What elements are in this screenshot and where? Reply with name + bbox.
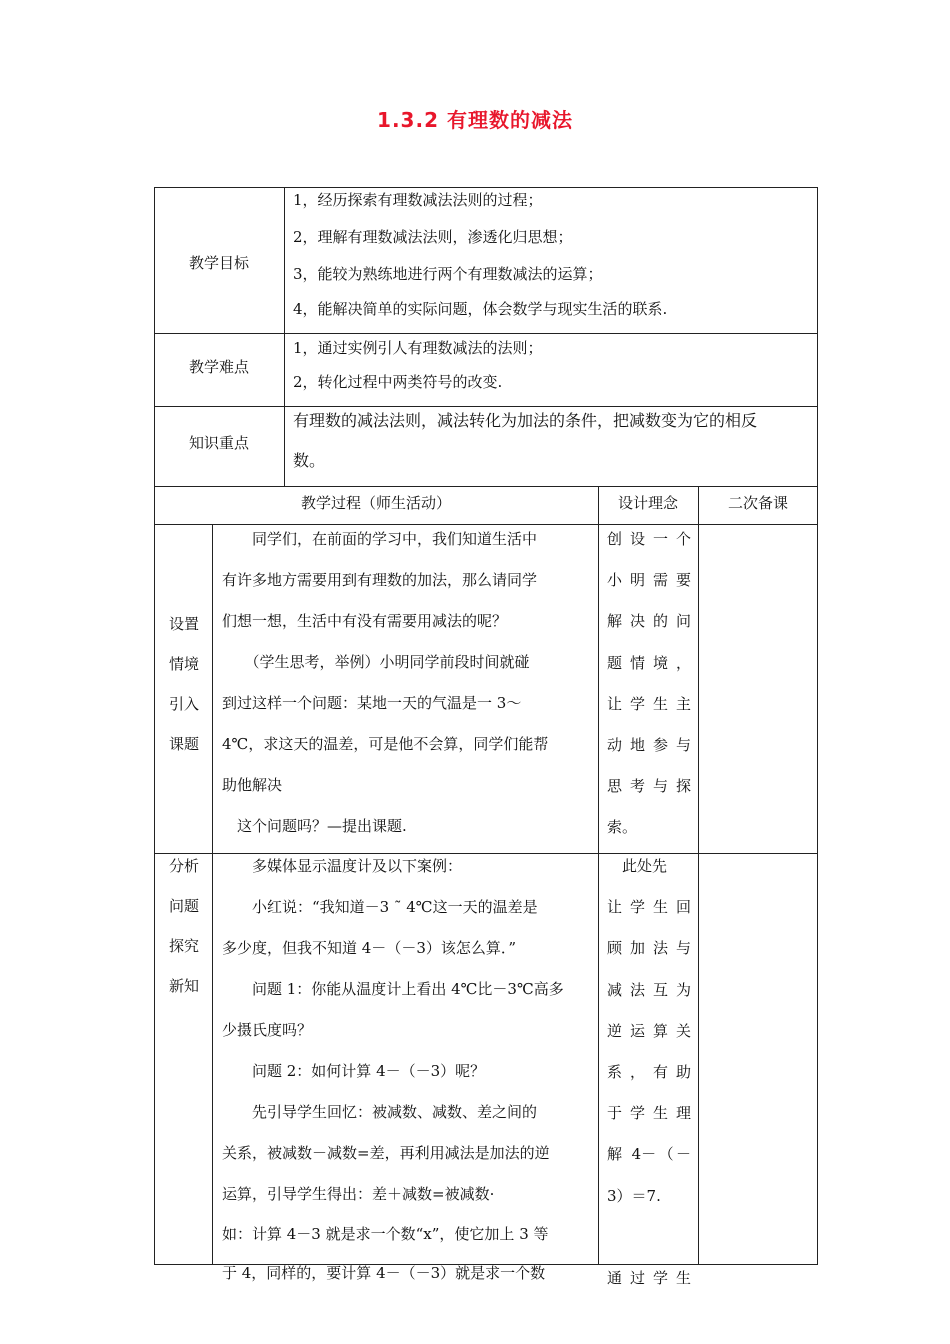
- section1-content: [222, 519, 548, 847]
- content-line: 于 4，同样的，要计算 4－（－3）就是求一个数: [222, 1264, 546, 1282]
- design-line: 3）＝7.: [607, 1186, 661, 1205]
- goal-item: 4，能解决简单的实际问题，体会数学与现实生活的联系.: [293, 300, 668, 318]
- content-line: 运算，引导学生得出：差＋减数=被减数·: [222, 1185, 495, 1203]
- column-divider: [698, 486, 699, 1265]
- section1-label-line: 设置: [168, 615, 199, 633]
- difficulty-item: 1，通过实例引人有理数减法的法则；: [293, 339, 543, 357]
- design-line: 顾加法与: [607, 939, 691, 958]
- difficulty-label: 教学难点: [188, 358, 249, 376]
- content-line: 这个问题吗？—提出课题.: [222, 817, 407, 835]
- row-divider: [154, 406, 818, 407]
- content-line: 助他解决: [222, 776, 283, 794]
- design-line: 系，有助: [607, 1062, 691, 1081]
- row-divider: [154, 486, 818, 487]
- goals-label: 教学目标: [188, 254, 249, 272]
- goal-item: 2，理解有理数减法法则，渗透化归思想；: [293, 228, 573, 246]
- content-line: 同学们，在前面的学习中，我们知道生活中: [222, 530, 538, 548]
- section1-design: [607, 519, 691, 849]
- section2-label-line: 探究: [168, 937, 199, 955]
- content-line: 有许多地方需要用到有理数的加法，那么请同学: [222, 571, 538, 589]
- design-line: 通过学生: [607, 1268, 691, 1287]
- content-line: 们想一想，生活中有没有需要用减法的呢？: [222, 612, 508, 630]
- design-line: 逆运算关: [607, 1021, 691, 1040]
- design-line: 此处先: [607, 857, 668, 875]
- content-line: 4℃，求这天的温差，可是他不会算，同学们能帮: [222, 735, 549, 753]
- header-design: 设计理念: [617, 494, 678, 512]
- design-line: 思考与探: [607, 777, 691, 796]
- content-line: 到过这样一个问题：某地一天的气温是一 3～: [222, 694, 522, 712]
- section1-label: [164, 604, 204, 764]
- content-line: 问题 2：如何计算 4－（－3）呢？: [222, 1062, 486, 1080]
- header-notes: 二次备课: [727, 494, 788, 512]
- design-line: 创设一个: [607, 530, 691, 548]
- section2-label-line: 新知: [168, 977, 199, 995]
- key-points-line: 数。: [293, 451, 326, 470]
- section2-label: [164, 846, 204, 1006]
- document-title: 1.3.2 有理数的减法: [377, 108, 573, 132]
- content-line: 先引导学生回忆：被减数、减数、差之间的: [222, 1103, 538, 1121]
- difficulty-item: 2，转化过程中两类符号的改变.: [293, 373, 503, 391]
- content-line: （学生思考，举例）小明同学前段时间就碰: [222, 653, 530, 671]
- design-line: 解决的问: [607, 612, 691, 631]
- section2-label-line: 问题: [168, 897, 199, 915]
- section2-design: [607, 846, 691, 1299]
- column-divider: [284, 187, 285, 486]
- content-line: 多少度，但我不知道 4－（－3）该怎么算．”: [222, 939, 517, 957]
- section1-label-line: 课题: [168, 735, 199, 753]
- goal-item: 1，经历探索有理数减法法则的过程；: [293, 191, 543, 209]
- section2-content: [222, 846, 564, 1294]
- design-line: 解 4－（－: [607, 1145, 691, 1164]
- column-divider: [598, 486, 599, 1265]
- section2-label-line: 分析: [168, 857, 199, 875]
- row-divider: [154, 333, 818, 334]
- content-line: 如：计算 4－3 就是求一个数“x”，使它加上 3 等: [222, 1225, 549, 1243]
- column-divider: [212, 524, 213, 1265]
- header-process: 教学过程（师生活动）: [300, 494, 451, 512]
- design-line: [607, 1217, 691, 1258]
- content-line: 小红说：“我知道－3 ˜ 4℃这一天的温差是: [222, 898, 538, 916]
- section1-label-line: 引入: [168, 695, 199, 713]
- content-line: 问题 1：你能从温度计上看出 4℃比－3℃高多: [222, 980, 564, 998]
- design-line: 于学生理: [607, 1104, 691, 1123]
- design-line: 索。: [607, 818, 638, 837]
- design-line: 小明需要: [607, 571, 691, 590]
- key-points-label: 知识重点: [188, 434, 249, 452]
- goal-item: 3，能较为熟练地进行两个有理数减法的运算；: [293, 265, 603, 283]
- design-line: 让学生主: [607, 694, 691, 713]
- key-points-line: 有理数的减法法则，减法转化为加法的条件，把减数变为它的相反: [293, 411, 758, 430]
- section1-label-line: 情境: [168, 655, 199, 673]
- content-line: 关系，被减数－减数=差，再利用减法是加法的逆: [222, 1144, 550, 1162]
- design-line: 让学生回: [607, 898, 691, 917]
- design-line: 动地参与: [607, 735, 691, 754]
- design-line: 减法互为: [607, 980, 691, 999]
- design-line: 题情境，: [607, 653, 691, 672]
- content-line: 少摄氏度吗？: [222, 1021, 313, 1039]
- content-line: 多媒体显示温度计及以下案例：: [222, 857, 463, 875]
